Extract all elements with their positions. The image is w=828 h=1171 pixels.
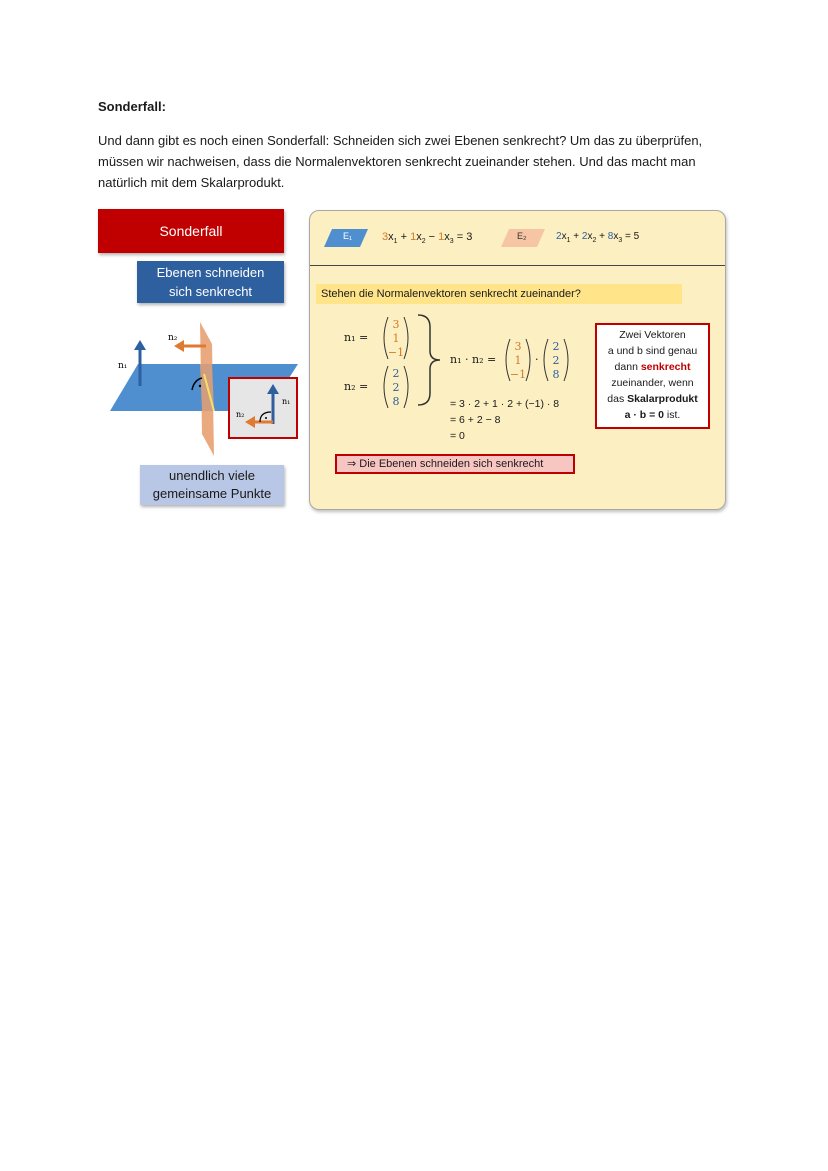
- svg-text:−1: −1: [387, 346, 405, 359]
- n1-label: n₁: [118, 361, 128, 371]
- panel-divider: [310, 265, 725, 266]
- case-line-2: sich senkrecht: [168, 284, 253, 299]
- info-box: [595, 323, 710, 429]
- e1-label: E₁: [343, 231, 353, 241]
- svg-text:1: 1: [392, 332, 400, 345]
- sonderfall-title-box: [98, 209, 284, 253]
- dot-n2-vector: [540, 337, 572, 383]
- case-line-1: Ebenen schneiden: [156, 265, 265, 280]
- info-line-4: zueinander, wenn: [611, 377, 694, 389]
- e2-label: E₂: [517, 231, 527, 241]
- info-line-5: das Skalarprodukt: [607, 393, 698, 405]
- dot-operator: ·: [535, 353, 539, 366]
- info-line-3: dann senkrecht: [614, 361, 691, 373]
- svg-text:8: 8: [392, 395, 400, 408]
- result-line-1: unendlich viele: [168, 468, 255, 483]
- result-box: [140, 465, 284, 505]
- n1-vector: [380, 315, 412, 361]
- svg-text:8: 8: [552, 368, 560, 381]
- svg-text:2: 2: [392, 381, 400, 394]
- n2-label: n₂ =: [344, 380, 369, 393]
- section-heading: Sonderfall:: [98, 99, 166, 114]
- svg-text:2: 2: [552, 340, 560, 353]
- n1-label: n₁ =: [344, 331, 369, 344]
- svg-text:2: 2: [552, 354, 560, 367]
- question-bar: Stehen die Normalenvektoren senkrecht zueinander?: [316, 284, 682, 304]
- info-line-6: a · b = 0 ist.: [624, 409, 681, 421]
- svg-text:3: 3: [514, 340, 522, 353]
- n2-vector: [380, 364, 412, 410]
- svg-text:1: 1: [514, 354, 522, 367]
- conclusion-box: ⇒ Die Ebenen schneiden sich senkrecht: [335, 454, 575, 474]
- calc-line-3: = 0: [450, 430, 465, 442]
- intro-paragraph: Und dann gibt es noch einen Sonderfall: Schneiden sich zwei Ebenen senkrecht? Um das zu überprüfen, müssen wir nachweisen, dass die Normalenvektoren senkrecht zueinander stehen. Und das macht man natürlich mit dem Skalarprodukt.: [98, 133, 703, 190]
- inset-n2-label: n₂: [236, 410, 245, 419]
- case-box: [137, 261, 284, 303]
- svg-text:2: 2: [392, 367, 400, 380]
- curly-brace: [416, 313, 442, 407]
- n2-label: n₂: [168, 333, 178, 343]
- perpendicular-planes-diagram: [108, 316, 303, 466]
- svg-text:−1: −1: [509, 368, 527, 381]
- calc-line-1: = 3 · 2 + 1 · 2 + (−1) · 8: [450, 398, 560, 410]
- calculation-panel: [309, 210, 726, 510]
- inset-box: [229, 378, 297, 438]
- info-line-1: Zwei Vektoren: [619, 329, 686, 341]
- calc-line-2: = 6 + 2 − 8: [450, 414, 501, 426]
- dot-product-label: n₁ · n₂ =: [450, 353, 497, 366]
- e2-equation: $2x_1 + 2x_2 + 8x_3 = 5$: [556, 231, 640, 244]
- svg-text:3: 3: [392, 318, 400, 331]
- inset-n1-label: n₁: [282, 397, 291, 406]
- sonderfall-title: Sonderfall: [159, 223, 223, 239]
- info-line-2: a und b sind genau: [607, 345, 698, 357]
- e1-equation: $3x_1 + 1x_2 - 1x_3 = 3$: [382, 231, 473, 246]
- result-line-2: gemeinsame Punkte: [152, 486, 272, 501]
- dot-n1-vector: [502, 337, 534, 383]
